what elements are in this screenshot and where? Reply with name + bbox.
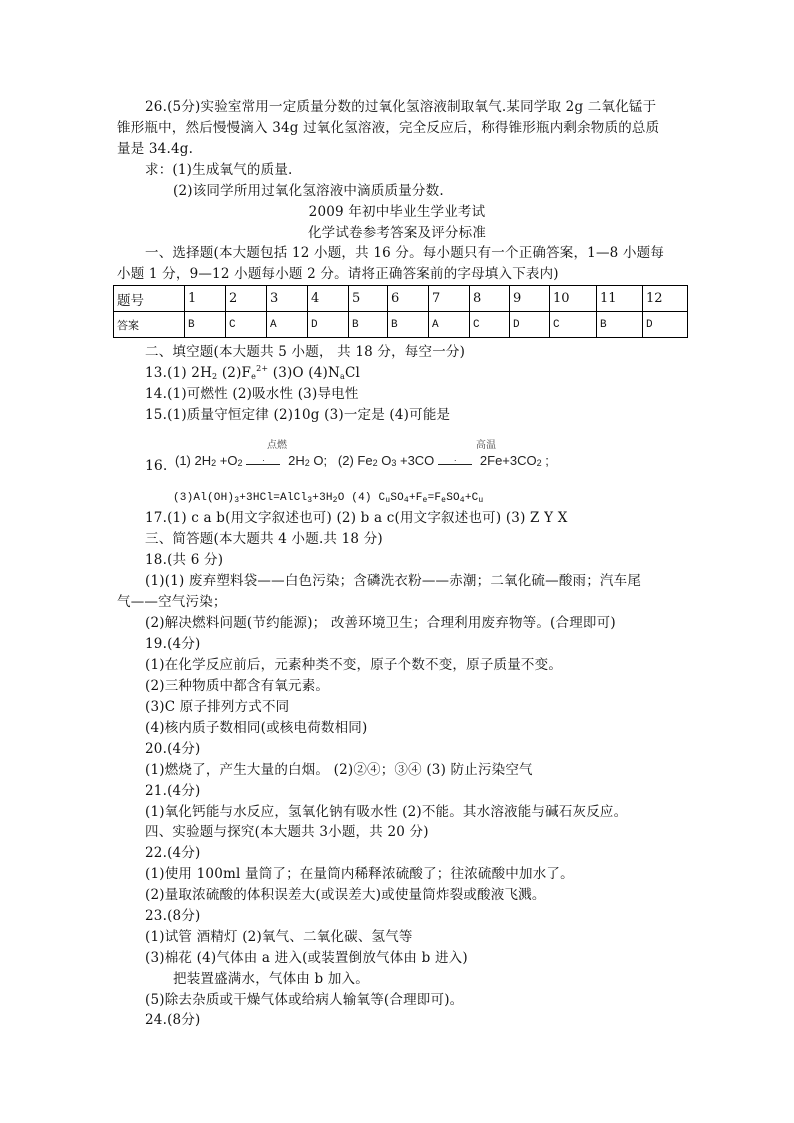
table-row-numbers [114, 286, 688, 312]
q18-line-2: 气——空气污染； [117, 594, 227, 610]
q20-title: 20.(4分) [145, 741, 201, 757]
q22-line-2: (2)量取浓硫酸的体积误差大(或误差大)或使量筒炸裂或酸液飞溅。 [145, 887, 546, 903]
q22-line-1: (1)使用 100ml 量筒了；在量筒内稀释浓硫酸了；往浓硫酸中加水了。 [145, 866, 574, 882]
q26-line-3: 量是 34.4g. [117, 141, 194, 157]
reaction-arrow: · [246, 455, 280, 465]
answer-table [113, 285, 688, 338]
q19-line-1: (1)在化学反应前后，元素种类不变，原子个数不变，原子质量不变。 [145, 657, 563, 673]
table-cell: B [388, 312, 429, 338]
q18-line-3: (2)解决燃料问题(节约能源)； 改善环境卫生；合理利用废弃物等。(合理即可) [145, 615, 616, 631]
table-cell: D [308, 312, 349, 338]
q21-title: 21.(4分) [145, 783, 201, 799]
table-cell: 2 [226, 286, 267, 312]
section2-heading: 二、填空题(本大题共 5 小题， 共 18 分，每空一分) [145, 344, 466, 360]
table-cell: D [510, 312, 550, 338]
table-cell: B [185, 312, 226, 338]
table-cell: C [226, 312, 267, 338]
doc-subtitle: 化学试卷参考答案及评分标准 [307, 225, 487, 241]
table-cell: A [429, 312, 470, 338]
table-cell: 10 [550, 286, 597, 312]
q15-answer: 15.(1)质量守恒定律 (2)10g (3)一定是 (4)可能是 [145, 407, 451, 423]
q13-answer: 13.(1) $2H_2$ $(2)F_e^{2+}$ (3)O $(4)N_aCl$ [145, 364, 361, 381]
q16-part3-4: $(3)Al(OH)_3+3HCl=AlCl_3+3H_2O$ (4) $C_uSO_4+F_e=F_eSO_4+C_u$ [173, 492, 484, 505]
table-cell: D [643, 312, 688, 338]
table-cell: 11 [597, 286, 643, 312]
table-cell: B [349, 312, 388, 338]
q18-title: 18.(共 6 分) [145, 552, 224, 568]
doc-title: 2009 年初中毕业生学业考试 [308, 204, 486, 220]
q26-line-2: 锥形瓶中，然后慢慢滴入 34g 过氧化氢溶液，完全反应后，称得锥形瓶内剩余物质的总质 [117, 120, 660, 136]
section1-heading: 一、选择题(本大题包括 12 小题，共 16 分。每小题只有一个正确答案，1—8 小题每 [145, 245, 665, 261]
q23-line-4: (5)除去杂质或干燥气体或给病人输氧等(合理即可)。 [145, 992, 464, 1008]
q26-line-1: 26.(5分)实验室常用一定质量分数的过氧化氢溶液制取氧气.某同学取 2g 二氧化锰于 [145, 99, 657, 115]
q24-title: 24.(8分) [145, 1012, 201, 1028]
condition-high-temp: 高温 [476, 440, 496, 451]
q21-line-1: (1)氧化钙能与水反应，氢氧化钠有吸水性 (2)不能。其水溶液能与碱石灰反应。 [145, 804, 628, 820]
q23-line-1: (1)试管 酒精灯 (2)氧气、二氧化碳、氢气等 [145, 929, 413, 945]
table-cell: A [267, 312, 308, 338]
q16-number: 16. [145, 458, 168, 474]
section1-heading-cont: 小题 1 分，9—12 小题每小题 2 分。请将正确答案前的字母填入下表内) [117, 266, 559, 282]
table-header-answer: 答案 [114, 312, 185, 338]
q18-line-1: (1)(1) 废弃塑料袋——白色污染；含磷洗衣粉——赤潮；二氧化硫—酸雨；汽车尾 [145, 573, 642, 589]
table-cell: C [550, 312, 597, 338]
q26-line-5: (2)该同学所用过氧化氢溶液中滴质质量分数. [173, 183, 444, 199]
table-cell: B [597, 312, 643, 338]
table-cell: 4 [308, 286, 349, 312]
table-cell: 9 [510, 286, 550, 312]
table-cell: 5 [349, 286, 388, 312]
table-cell: 1 [185, 286, 226, 312]
q16-equation-line: (1) $2H_2 +O_2 \cdot 2H_2$ O; (2) $Fe_2$ $O_3 +3CO \cdot 2Fe+3CO_2$ ; [175, 453, 549, 468]
table-cell: C [470, 312, 510, 338]
reaction-arrow: · [438, 455, 472, 465]
q23-line-2: (3)棉花 (4)气体由 a 进入(或装置倒放气体由 b 进入) [145, 950, 468, 966]
q23-title: 23.(8分) [145, 908, 201, 924]
condition-ignite: 点燃 [267, 440, 287, 451]
q17-answer: 17.(1) c a b(用文字叙述也可) (2) b a c(用文字叙述也可) (3) Z Y X [145, 510, 568, 526]
q26-line-4: 求：(1)生成氧气的质量. [145, 162, 293, 178]
q16-equations [145, 436, 705, 476]
q20-line-1: (1)燃烧了，产生大量的白烟。 (2)②④；③④ (3) 防止污染空气 [145, 762, 533, 778]
q14-answer: 14.(1)可燃性 (2)吸水性 (3)导电性 [145, 386, 359, 402]
q22-title: 22.(4分) [145, 845, 201, 861]
section3-heading: 三、简答题(本大题共 4 小题.共 18 分) [145, 531, 383, 547]
q19-line-3: (3)C 原子排列方式不同 [145, 699, 290, 715]
table-cell: 3 [267, 286, 308, 312]
section4-heading: 四、实验题与探究(本大题共 3小题，共 20 分) [145, 824, 429, 840]
table-cell: 12 [643, 286, 688, 312]
table-cell: 6 [388, 286, 429, 312]
table-cell: 7 [429, 286, 470, 312]
q23-line-3: 把装置盛满水，气体由 b 加入。 [173, 971, 369, 987]
table-cell: 8 [470, 286, 510, 312]
table-header-number: 题号 [114, 286, 185, 312]
table-row-answers [114, 312, 688, 338]
q19-line-2: (2)三种物质中都含有氧元素。 [145, 678, 330, 694]
q19-title: 19.(4分) [145, 636, 201, 652]
q19-line-4: (4)核内质子数相同(或核电荷数相同) [145, 720, 368, 736]
